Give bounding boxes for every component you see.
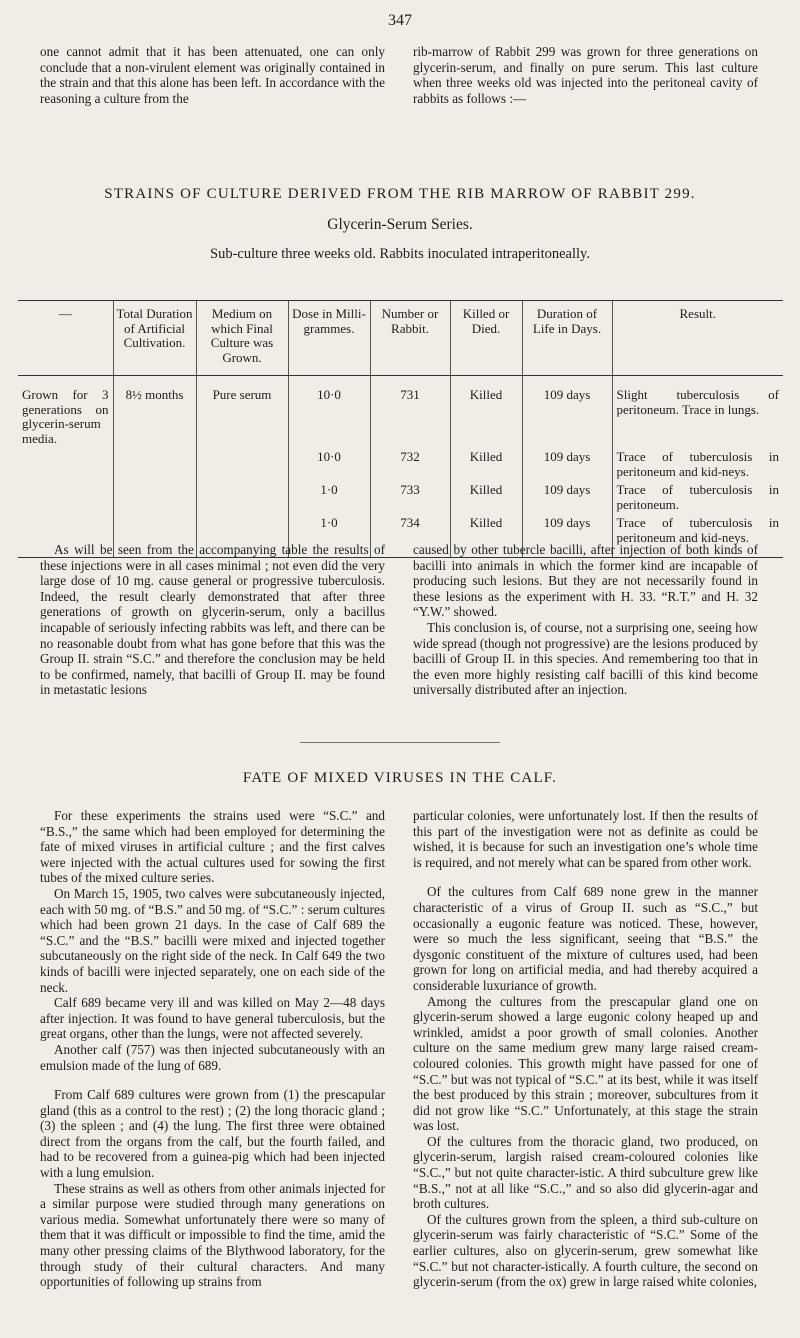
table-cell: 1·0: [288, 481, 370, 514]
paragraph: Calf 689 became very ill and was killed on May 2—48 days after injection. It was found to have general tuberculosis, but the great organs, other than the lungs, were not affected severely.: [40, 995, 385, 1042]
paragraph: This conclusion is, of course, not a surprising one, seeing how wide spread (though not progressive) are the lesions produced by bacilli of Group II. in this species. And remembering too that in the even more highly resisting calf bacilli of this kind become universally distributed after an injection.: [413, 619, 758, 698]
results-table: [18, 300, 783, 558]
top-left-text: [40, 44, 385, 106]
table-cell: 109 days: [522, 514, 612, 558]
column-header: Number or Rabbit.: [370, 301, 450, 376]
paragraph: particular colonies, were unfortunately lost. If then the results of this part of the investigation were not as definite as could be wished, it is because for such an investigation one’s whole time is required, and not merely what can be spared from other work.: [413, 808, 758, 870]
table-cell: [196, 481, 288, 514]
paragraph: caused by other tubercle bacilli, after injection of both kinds of bacilli into animals in which the former kind are incapable of producing such lesions. But they are not necessarily found in these lesions as the experiment with H. 33. “R.T.” and H. 32 “Y.W.” showed.: [413, 542, 758, 620]
paragraph: Another calf (757) was then injected subcutaneously with an emulsion made of the lung of 689.: [40, 1041, 385, 1073]
paragraph: Of the cultures from Calf 689 none grew in the manner characteristic of a virus of Group II. such as “S.C.,” but occasionally a eugonic feature was noticed. These, however, were so much the less significant, seeing that “B.S.” the dysgonic constituent of the mixture of cultures used, had been grown for long on artificial media, and had thereby acquired a considerable luxuriance of growth.: [413, 884, 758, 993]
paragraph: Of the cultures from the thoracic gland, two produced, on glycerin-serum, largish raised cream-coloured colonies like “S.C.,” but not quite character-istic. A third subculture grew like “B.S.,” not at all like “S.C.,” and so also did glycerin-agar and broth cultures.: [413, 1133, 758, 1212]
table-cell: [113, 448, 196, 481]
paragraph: For these experiments the strains used were “S.C.” and “B.S.,” the same which had been employed for determining the fate of mixed viruses in artificial culture ; and the first calves were injected with the actual cultures used for sowing the first tubes of the mixed culture series.: [40, 808, 385, 886]
table-cell: 8½ months: [113, 376, 196, 449]
fate-right-text: [413, 808, 758, 1290]
column-header: Result.: [612, 301, 783, 376]
table-cell: [113, 481, 196, 514]
table-cell: 109 days: [522, 376, 612, 449]
paragraph: On March 15, 1905, two calves were subcutaneously injected, each with 50 mg. of “B.S.” and 50 mg. of “S.C.” : serum cultures which had been grown 21 days. In the case of Calf 689 the “S.C.” and the “B.S.” bacilli were mixed and injected together subcutaneously on the right side of the neck. In Calf 649 the two kinds of bacilli were injected separately, one on each side of the neck.: [40, 885, 385, 995]
table-cell: [196, 448, 288, 481]
table-cell: 1·0: [288, 514, 370, 558]
table-cell: Trace of tuberculosis in peritoneum and kid-neys.: [612, 448, 783, 481]
table-heading: STRAINS OF CULTURE DERIVED FROM THE RIB MARROW OF RABBIT 299.: [104, 186, 696, 202]
table-cell: Pure serum: [196, 376, 288, 449]
table-cell: [18, 448, 113, 481]
paragraph: rib-marrow of Rabbit 299 was grown for three generations on glycerin-serum, and finally on pure serum. This last culture when three weeks old was injected into the peritoneal cavity of rabbits as follows :—: [413, 44, 758, 106]
table-header-row: [18, 301, 783, 376]
table-row: [18, 376, 783, 449]
table-cell: 10·0: [288, 448, 370, 481]
column-header: Medium on which Final Culture was Grown.: [196, 301, 288, 376]
table-cell: Grown for 3 generations on glycerin-serum media.: [22, 387, 109, 446]
table-cell: Killed: [450, 376, 522, 449]
table-cell: 10·0: [288, 376, 370, 449]
column-header: Duration of Life in Days.: [522, 301, 612, 376]
table-cell: 109 days: [522, 448, 612, 481]
table-cell: Killed: [450, 514, 522, 558]
paragraph: Of the cultures grown from the spleen, a third sub-culture on glycerin-serum was fairly characteristic of “S.C.” Some of the earlier cultures, also on glycerin-serum, grew somewhat like “S.C.” but not character-istically. A fourth culture, the second on glycerin-serum (from the ox) grew in large raised white colonies,: [413, 1211, 758, 1290]
table-subheading: Glycerin-Serum Series.: [327, 216, 473, 233]
table-cell: 733: [370, 481, 450, 514]
table-cell: 734: [370, 514, 450, 558]
paragraph: Among the cultures from the prescapular gland one on glycerin-serum showed a large eugonic colony heaped up and wrinkled, amidst a poor growth of small colonies. Another culture on the same medium grew many large raised cream-coloured colonies. This growth might have passed for one of “S.C.” but was not typical of “S.C.” at its best, while it was itself the best produced by this strain ; moreover, subcultures from it did not grow like “S.C.” Unfortunately, at this stage the strain was lost.: [413, 993, 758, 1134]
middle-right-text: [413, 542, 758, 698]
column-header: Total Duration of Artificial Cultivation.: [113, 301, 196, 376]
paragraph: As will be seen from the accompanying table the results of these injections were in all cases minimal ; not even did the very large dose of 10 mg. cause general or progressive tuberculosis. Indeed, the result clearly demonstrated that after three generations of growth on glycerin-serum, only a bacillus incapable of seriously infecting rabbits was left, and there can be no reasonable doubt from what has gone before that this was the Group II. strain “S.C.” and therefore the conclusion may be held to be confirmed, namely, that bacilli of Group II. may be found in metastatic lesions: [40, 542, 385, 698]
page-number: 347: [388, 12, 412, 29]
table-cell: Trace of tuberculosis in peritoneum.: [612, 481, 783, 514]
paragraph: These strains as well as others from other animals injected for a similar purpose were studied through many generations on various media. Somewhat unfortunately there were so many of them that it was difficult or impossible to find the time, amid the many other pressing claims of the Blythwood laboratory, for the through study of their cultural characters. And many opportunities of following up strains from: [40, 1180, 385, 1290]
table-cell: [18, 481, 113, 514]
table-cell: Slight tuberculosis of peritoneum. Trace in lungs.: [612, 376, 783, 449]
column-header: Killed or Died.: [450, 301, 522, 376]
table-cell: Killed: [450, 481, 522, 514]
table-row: [18, 448, 783, 481]
table-cell: 732: [370, 448, 450, 481]
section-divider: [300, 742, 500, 743]
middle-left-text: [40, 542, 385, 698]
paragraph: From Calf 689 cultures were grown from (1) the prescapular gland (this as a control to the rest) ; (2) the long thoracic gland ; (3) the spleen ; and (4) the lung. The first three were obtained direct from the organs from the calf, but the fourth failed, and had to be recovered from a guinea-pig which had been injected with a lung emulsion.: [40, 1087, 385, 1181]
table-cell: Killed: [450, 448, 522, 481]
section-heading: FATE OF MIXED VIRUSES IN THE CALF.: [242, 770, 558, 786]
paragraph: one cannot admit that it has been attenuated, one can only conclude that a non-virulent element was originally contained in the strain and that this alone has been left. In accordance with the reasoning a culture from the: [40, 44, 385, 106]
column-header: —: [18, 301, 113, 376]
top-right-text: [413, 44, 758, 106]
table-row: [18, 481, 783, 514]
column-header: Dose in Milli-grammes.: [288, 301, 370, 376]
table-cell: 109 days: [522, 481, 612, 514]
fate-left-text: [40, 808, 385, 1290]
table-cell: Trace of tuberculosis in peritoneum and kid-neys.: [612, 514, 783, 558]
table-info: Sub-culture three weeks old. Rabbits inoculated intraperitoneally.: [210, 246, 590, 262]
table-cell: 731: [370, 376, 450, 449]
